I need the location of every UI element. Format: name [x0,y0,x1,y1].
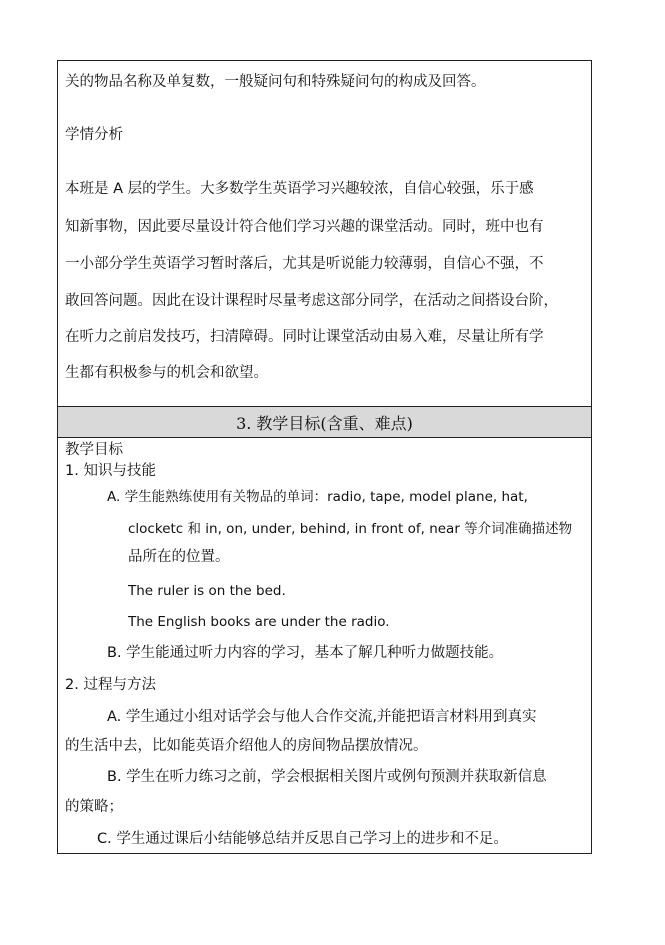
subheading: 教学目标 [65,442,123,458]
document-table [57,60,592,854]
paragraph-line: 一小部分学生英语学习暂时落后，尤其是听说能力较薄弱，自信心不强，不 [65,256,544,272]
list-item: C. 学生通过课后小结能够总结并反思自己学习上的进步和不足。 [97,831,508,847]
list-item: B. 学生能通过听力内容的学习，基本了解几种听力做题技能。 [107,645,504,661]
list-item-continued: 品所在的位置。 [128,549,230,565]
list-item-continued: 的生活中去，比如能英语介绍他人的房间物品摆放情况。 [65,738,428,754]
section-heading: 学情分析 [65,127,123,143]
paragraph-line: 关的物品名称及单复数，一般疑问句和特殊疑问句的构成及回答。 [65,74,486,90]
list-item-continued: 的策略； [65,799,123,815]
list-item: B. 学生在听力练习之前，学会根据相关图片或例句预测并获取新信息 [107,769,547,785]
list-item: A. 学生通过小组对话学会与他人合作交流,并能把语言材料用到真实 [107,709,537,725]
section-header-teaching-goals: 3. 教学目标(含重、难点) [58,406,591,438]
list-item: 2. 过程与方法 [65,677,156,693]
learning-analysis-cell [58,61,591,406]
paragraph-line: 敢回答问题。因此在设计课程时尽量考虑这部分同学，在活动之间搭设台阶， [65,293,558,309]
list-item: A. 学生能熟练使用有关物品的单词：radio, tape, model plane, hat, [107,489,528,505]
example-sentence: The English books are under the radio. [128,614,390,630]
paragraph-line: 在听力之前启发技巧，扫清障碍。同时让课堂活动由易入难，尽量让所有学 [65,329,544,345]
example-sentence: The ruler is on the bed. [128,583,286,599]
list-item-continued: clocketc 和 in, on, under, behind, in front of, near 等介词准确描述物 [128,521,573,537]
paragraph-line: 知新事物，因此要尽量设计符合他们学习兴趣的课堂活动。同时，班中也有 [65,219,544,235]
list-item: 1. 知识与技能 [65,463,156,479]
paragraph-line: 本班是 A 层的学生。大多数学生英语学习兴趣较浓，自信心较强，乐于感 [65,181,534,197]
paragraph-line: 生都有积极参与的机会和欲望。 [65,365,268,381]
